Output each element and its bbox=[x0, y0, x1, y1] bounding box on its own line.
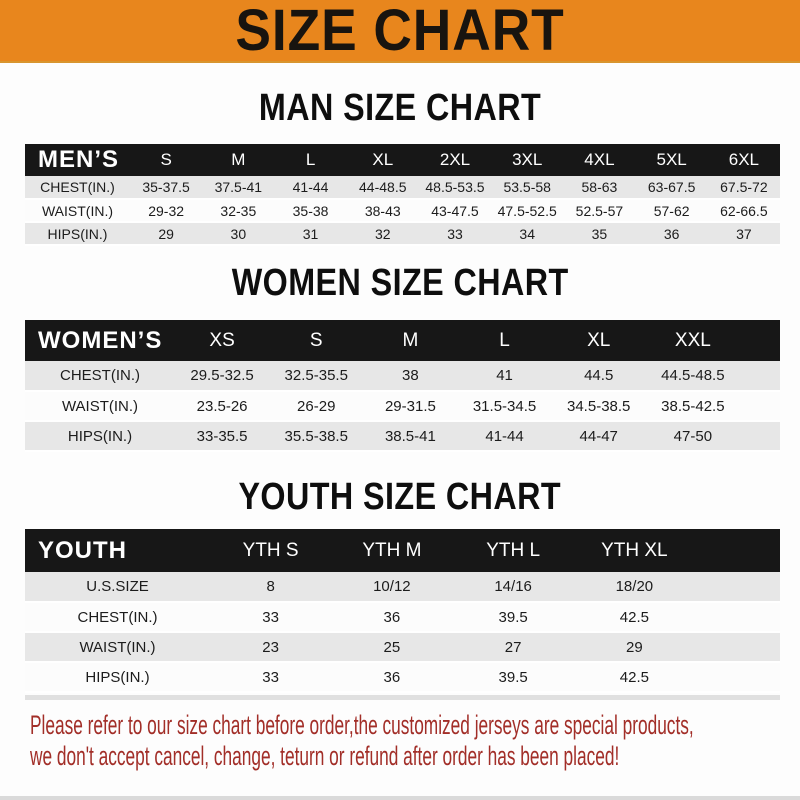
table-cell: 25 bbox=[383, 638, 401, 656]
table-cell: 34 bbox=[519, 225, 535, 242]
table-cell: 23.5-26 bbox=[196, 397, 248, 415]
column-header: S bbox=[160, 150, 172, 169]
table-cell: 29 bbox=[158, 225, 174, 242]
table-row bbox=[25, 421, 780, 451]
table-cell: 43-47.5 bbox=[431, 202, 479, 219]
disclaimer-line-1: Please refer to our size chart before order,the customized jerseys are special products, bbox=[30, 710, 694, 740]
table-cell: 38 bbox=[402, 367, 419, 384]
row-label: WAIST(IN.) bbox=[61, 397, 139, 415]
section-women bbox=[0, 264, 800, 452]
filler-cell bbox=[740, 320, 780, 361]
size-table-men bbox=[25, 144, 780, 246]
table-header-row bbox=[25, 529, 780, 572]
table-cell: 47-50 bbox=[673, 427, 713, 445]
table-cell: 33 bbox=[447, 225, 463, 242]
column-header: 3XL bbox=[512, 150, 543, 169]
row-label: HIPS(IN.) bbox=[85, 668, 150, 686]
table-cell: 33-35.5 bbox=[196, 427, 248, 445]
table-cell: 44.5-48.5 bbox=[661, 367, 725, 384]
table-row bbox=[25, 632, 780, 662]
filler-cell bbox=[695, 572, 780, 602]
disclaimer-line-2: we don't accept cancel, change, teturn or refund after order has been placed! bbox=[30, 741, 620, 771]
row-label: CHEST(IN.) bbox=[77, 608, 158, 626]
table-cell: 44.5 bbox=[584, 367, 614, 384]
table-cell: 36 bbox=[383, 608, 401, 626]
table-cell: 36 bbox=[383, 668, 401, 686]
table-row bbox=[25, 176, 780, 199]
bottom-edge-strip bbox=[0, 796, 800, 800]
table-cell: 35-37.5 bbox=[142, 179, 190, 195]
table-cell: 27 bbox=[504, 638, 522, 656]
table-cell: 36 bbox=[663, 225, 680, 242]
row-label: U.S.SIZE bbox=[86, 578, 149, 595]
table-cell: 57-62 bbox=[653, 202, 690, 219]
filler-cell bbox=[695, 602, 780, 632]
column-header: 2XL bbox=[439, 150, 471, 169]
table-cell: 48.5-53.5 bbox=[425, 179, 485, 195]
column-header: XL bbox=[372, 150, 394, 169]
table-cell: 35.5-38.5 bbox=[284, 427, 348, 445]
row-label: HIPS(IN.) bbox=[47, 225, 108, 242]
table-row bbox=[25, 602, 780, 632]
filler-cell bbox=[740, 361, 780, 391]
section-men bbox=[0, 89, 800, 246]
table-cell: 29 bbox=[626, 638, 643, 656]
table-cell: 26-29 bbox=[297, 397, 336, 415]
table-cell: 42.5 bbox=[619, 668, 649, 686]
table-cell: 23 bbox=[262, 638, 279, 656]
row-label: WAIST(IN.) bbox=[41, 202, 114, 219]
row-label: HIPS(IN.) bbox=[67, 427, 133, 445]
heading-text: YOUTH SIZE CHART bbox=[238, 476, 562, 518]
size-table-women bbox=[25, 320, 780, 452]
table-row bbox=[25, 391, 780, 421]
column-header: 4XL bbox=[584, 150, 615, 169]
table-cell: 31.5-34.5 bbox=[472, 397, 537, 415]
sections bbox=[0, 89, 800, 700]
table-cell: 32 bbox=[374, 225, 391, 242]
size-table-youth bbox=[25, 529, 780, 693]
column-header: YTH S bbox=[242, 539, 299, 561]
table-cell: 62-66.5 bbox=[720, 202, 768, 219]
column-header: L bbox=[499, 329, 510, 351]
corner-label-men: MEN’S bbox=[38, 146, 120, 173]
table-cell: 14/16 bbox=[494, 578, 532, 595]
filler-cell bbox=[740, 421, 780, 451]
disclaimer bbox=[0, 710, 800, 772]
table-row bbox=[25, 662, 780, 692]
table-cell: 41-44 bbox=[292, 179, 329, 195]
table-cell: 18/20 bbox=[615, 578, 654, 595]
table-cell: 39.5 bbox=[498, 668, 528, 686]
table-cell: 42.5 bbox=[619, 608, 649, 626]
table-cell: 53.5-58 bbox=[503, 179, 551, 195]
filler-cell bbox=[695, 632, 780, 662]
table-cell: 52.5-57 bbox=[575, 202, 624, 219]
column-header: XL bbox=[587, 329, 611, 351]
column-header: 6XL bbox=[728, 150, 759, 169]
table-cell: 37.5-41 bbox=[214, 179, 263, 195]
column-header: YTH L bbox=[486, 539, 541, 561]
heading-men bbox=[0, 89, 800, 127]
table-cell: 58-63 bbox=[581, 179, 618, 195]
table-cell: 41-44 bbox=[485, 427, 524, 445]
table-row bbox=[25, 199, 780, 222]
column-header: M bbox=[402, 329, 419, 351]
table-cell: 32.5-35.5 bbox=[284, 367, 348, 384]
column-header: YTH XL bbox=[601, 539, 668, 561]
table-cell: 32-35 bbox=[220, 202, 257, 219]
table-cell: 67.5-72 bbox=[720, 179, 768, 195]
table-cell: 29.5-32.5 bbox=[190, 367, 254, 384]
table-cell: 29-31.5 bbox=[384, 397, 436, 415]
table-cell: 35 bbox=[591, 225, 608, 242]
table-row bbox=[25, 572, 780, 602]
column-header: XXL bbox=[674, 329, 711, 351]
heading-youth bbox=[0, 478, 800, 516]
row-label: CHEST(IN.) bbox=[40, 179, 115, 195]
table-cell: 38.5-42.5 bbox=[661, 397, 725, 415]
section-youth bbox=[0, 478, 800, 700]
table-cell: 39.5 bbox=[498, 608, 528, 626]
table-cell: 37 bbox=[736, 225, 752, 242]
table-header-row bbox=[25, 144, 780, 176]
banner-title: SIZE CHART bbox=[235, 0, 565, 63]
corner-label-youth: YOUTH bbox=[38, 536, 127, 564]
table-cell: 30 bbox=[230, 225, 247, 242]
heading-text: WOMEN SIZE CHART bbox=[231, 262, 569, 304]
table-cell: 8 bbox=[266, 578, 275, 595]
column-header: M bbox=[231, 150, 246, 169]
heading-women bbox=[0, 264, 800, 302]
column-header: S bbox=[309, 329, 323, 351]
row-label: WAIST(IN.) bbox=[79, 638, 156, 656]
filler-cell bbox=[740, 391, 780, 421]
table-cell: 63-67.5 bbox=[647, 179, 696, 195]
corner-label-women: WOMEN’S bbox=[38, 326, 163, 354]
table-cell: 47.5-52.5 bbox=[497, 202, 557, 219]
table-cell: 35-38 bbox=[292, 202, 329, 219]
table-cell: 38.5-41 bbox=[384, 427, 436, 445]
table-cell: 38-43 bbox=[364, 202, 401, 219]
table-row bbox=[25, 222, 780, 245]
table-cell: 31 bbox=[302, 225, 319, 242]
column-header: YTH M bbox=[362, 539, 422, 561]
table-row bbox=[25, 361, 780, 391]
filler-cell bbox=[695, 529, 780, 572]
table-cell: 44-48.5 bbox=[359, 179, 407, 195]
table-cell: 33 bbox=[262, 668, 279, 686]
table-cell: 33 bbox=[262, 608, 279, 626]
column-header: XS bbox=[209, 329, 235, 351]
table-cell: 29-32 bbox=[148, 202, 185, 219]
column-header: L bbox=[305, 150, 316, 169]
size-chart-banner bbox=[0, 0, 800, 63]
row-label: CHEST(IN.) bbox=[60, 367, 140, 384]
table-cell: 34.5-38.5 bbox=[567, 397, 631, 415]
table-footer-strip bbox=[25, 695, 780, 700]
heading-text: MAN SIZE CHART bbox=[258, 87, 542, 129]
table-header-row bbox=[25, 320, 780, 361]
table-cell: 44-47 bbox=[579, 427, 618, 445]
filler-cell bbox=[695, 662, 780, 692]
column-header: 5XL bbox=[656, 150, 687, 169]
table-cell: 10/12 bbox=[373, 578, 411, 595]
table-cell: 41 bbox=[496, 367, 513, 384]
